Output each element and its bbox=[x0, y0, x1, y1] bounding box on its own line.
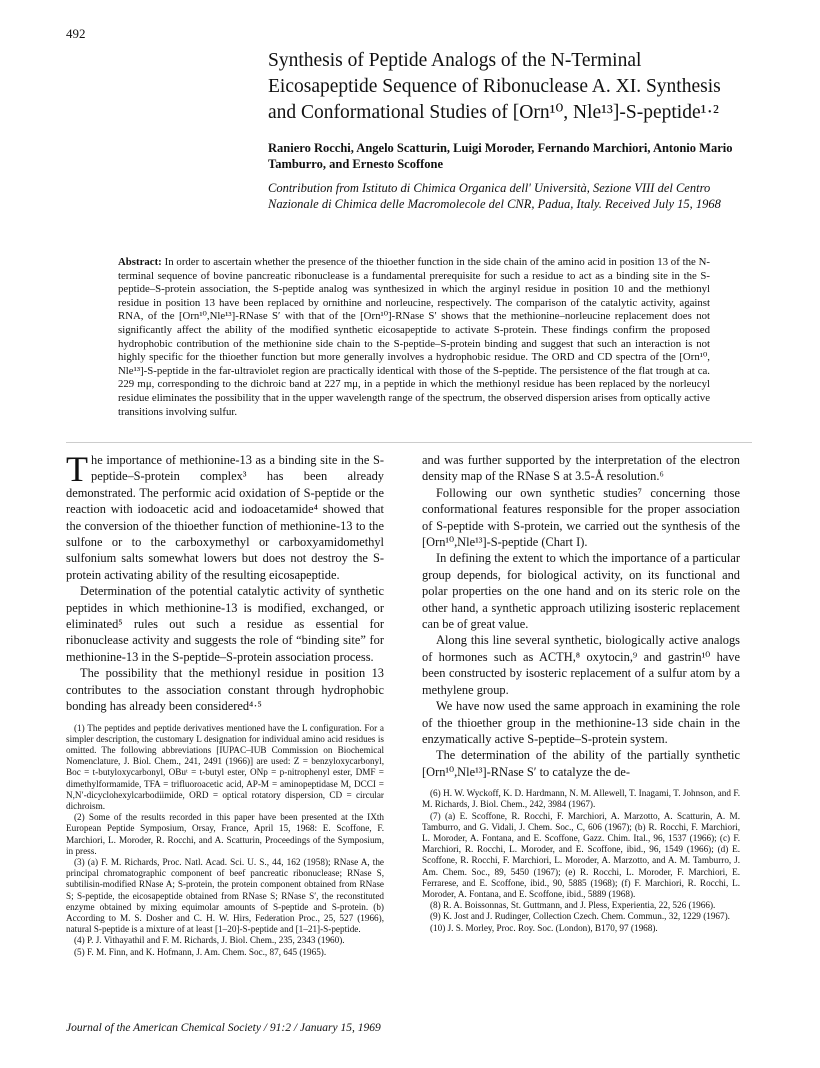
body-paragraph: Along this line several synthetic, biologically active analogs of hormones such as ACTH,⁸ oxytocin,⁹ and gastrin¹⁰ have been constructed by isosteric replacement of a sulfur atom by a methylene group. bbox=[422, 633, 740, 697]
affiliation: Contribution from Istituto di Chimica Organica dell' Università, Sezione VIII del Centro Nazionale di Chimica delle Macromolecole del CNR, Padua, Italy. Received July 15, 1968 bbox=[268, 181, 721, 211]
author-list: Raniero Rocchi, Angelo Scatturin, Luigi Moroder, Fernando Marchiori, Antonio Mario Tamburro, and Ernesto Scoffone bbox=[268, 141, 733, 171]
footnote: (5) F. M. Finn, and K. Hofmann, J. Am. Chem. Soc., 87, 645 (1965). bbox=[74, 946, 327, 957]
body-paragraph: The determination of the ability of the partially synthetic [Orn¹⁰,Nle¹³]-RNase S′ to catalyze the de- bbox=[422, 748, 740, 779]
left-column bbox=[66, 449, 384, 958]
journal-footer: Journal of the American Chemical Society / 91:2 / January 15, 1969 bbox=[66, 1022, 381, 1034]
footnote: (6) H. W. Wyckoff, K. D. Hardmann, N. M. Allewell, T. Inagami, T. Johnson, and F. M. Richards, J. Biol. Chem., 242, 3984 (1967). bbox=[422, 788, 740, 810]
footnote: (2) Some of the results recorded in this paper have been presented at the IXth European Peptide Symposium, Orsay, France, April 15, 1968: E. Scoffone, F. Marchiori, L. Moroder, R. Rocchi, and A. Scatturin, Proceedings of the Symposium, in press. bbox=[66, 812, 384, 856]
body-paragraph: In defining the extent to which the importance of a particular group depends, for biological activity, on its functional and polar properties on the one hand and on its steric role on the other hand, a synthetic approach utilizing isosteric replacement can be of great value. bbox=[422, 551, 740, 632]
section-divider bbox=[66, 442, 752, 443]
footnote: (10) J. S. Morley, Proc. Roy. Soc. (London), B170, 97 (1968). bbox=[430, 922, 658, 933]
footnotes-left bbox=[66, 723, 384, 958]
right-column bbox=[422, 452, 740, 934]
footnotes-right bbox=[422, 788, 740, 934]
footnote: (1) The peptides and peptide derivatives mentioned have the L configuration. For a simpler description, the customary L designation for individual amino acid residues is omitted. The following abbreviations [IUPAC–IUB Commission on Biochemical Nomenclature, J. Biol. Chem., 241, 2491 (1966)] are used: Z = benzyloxycarbonyl, Boc = t-butyloxycarbonyl, OBuᵗ = t-butyl ester, ONp = p-nitrophenyl ester, DMF = dimethylformamide, TFA = trifluoroacetic acid, AP-M = aminopeptidase M, DCCI = N,N′-dicyclohexylcarbodiimide, ORD = optical rotatory dispersion, CD = circular dichroism. bbox=[66, 722, 384, 811]
drop-cap: T bbox=[66, 449, 88, 489]
footnote: (4) P. J. Vithayathil and F. M. Richards, J. Biol. Chem., 235, 2343 (1960). bbox=[74, 935, 345, 946]
footnote: (9) K. Jost and J. Rudinger, Collection Czech. Chem. Commun., 32, 1229 (1967). bbox=[430, 911, 730, 922]
body-paragraph: We have now used the same approach in examining the role of the thioether group in the methionine-13 side chain in the enzymatically active S-peptide–S-protein system. bbox=[422, 699, 740, 746]
abstract-text: In order to ascertain whether the presence of the thioether function in the side chain of the amino acid in position 13 of the N-terminal sequence of bovine pancreatic ribonuclease is a fundamental prerequisite for such a residue to act as a binding site in the S-peptide–S-protein association, the S-peptide analog was synthesized in which the arginyl residue in position 10 and the methionyl residue in position 13 have been replaced by ornithine and norleucine, respectively. The comparison of the catalytic activity, against RNA, of the [Orn¹⁰,Nle¹³]-RNase S′ with that of the [Orn¹⁰]-RNase S′ shows that the methionine–norleucine replacement does not significantly affect the ability of the modified synthetic eicosapeptide to activate S-protein. These findings confirm the proposed hydrophobic contribution of the methionine side chain to the S-peptide–S-protein binding and suggest that such an interaction is not highly specific for the thioether function but more generally involves a hydrophobic residue. The ORD and CD spectra of the [Orn¹⁰, Nle¹³]-S-peptide in the far-ultraviolet region are practically identical with those of the S-peptide. The persistence of the flat trough at ca. 229 mμ, corresponding to the dichroic band at 227 mμ, in a peptide in which the methionyl residue has been replaced by the norleucyl residue eliminates the possibility that in the upper wavelength range of the spectrum, the observed dispersion arises from optically active transitions involving sulfur. bbox=[118, 256, 711, 418]
body-paragraph: Following our own synthetic studies⁷ concerning those conformational features responsible for the proper association of S-peptide with S-protein, we carried out the synthesis of the [Orn¹⁰,Nle¹³]-S-peptide (Chart I). bbox=[422, 485, 740, 550]
body-paragraph: The possibility that the methionyl residue in position 13 contributes to the association constant through hydrophobic bonding has already been considered⁴·⁵ bbox=[66, 666, 384, 714]
paragraph-text: he importance of methionine-13 as a binding site in the S-peptide–S-protein complex³ has been already demonstrated. The performic acid oxidation of S-peptide or the reaction with iodoacetic acid and iodoacetamide⁴ showed that the conversion of the thioether function of methionine-13 to the sulfone or to the carboxymethyl or carboxyamidomethyl sulfonium salts somewhat lowers but does not destroy the S-protein activating ability of the resulting eicosapeptide. bbox=[66, 453, 384, 582]
body-paragraph bbox=[66, 449, 384, 583]
footnote: (7) (a) E. Scoffone, R. Rocchi, F. Marchiori, A. Marzotto, A. Scatturin, A. M. Tamburro, and G. Vidali, J. Chem. Soc., C, 606 (1967); (b) R. Rocchi, F. Marchiori, L. Moroder, A. Fontana, and E. Scoffone, Gazz. Chim. Ital., 96, 1537 (1966); (c) F. Marchiori, R. Rocchi, L. Moroder, and E. Scoffone, ibid., 96, 1549 (1966); (d) E. Scoffone, R. Rocchi, F. Marchiori, L. Moroder, A. Marzotto, and A. M. Tamburro, J. Am. Chem. Soc., 89, 5450 (1967); (e) R. Rocchi, L. Moroder, F. Marchiori, E. Ferrarese, and E. Scoffone, ibid., 90, 5885 (1968); (f) F. Marchiori, R. Rocchi, L. Moroder, A. Fontana, and E. Scoffone, ibid., 5889 (1968). bbox=[422, 810, 740, 899]
body-paragraph: and was further supported by the interpretation of the electron density map of the RNase S at 3.5-Å resolution.⁶ bbox=[422, 453, 740, 484]
title-block bbox=[268, 48, 738, 212]
footnote: (3) (a) F. M. Richards, Proc. Natl. Acad. Sci. U. S., 44, 162 (1958); RNase A, the principal chromatographic component of beef pancreatic ribonuclease; RNase S, subtilisin-modified RNase A; S-protein, the protein component obtained from RNase S; S-peptide, the eicosapeptide obtained from RNase S; RNase S′, the reconstituted enzyme obtained by mixing equimolar amounts of S-peptide and S-protein. (b) According to M. S. Dosher and C. H. W. Hirs, Federation Proc., 25, 527 (1966), natural S-peptide is a mixture of at least [1–20]-S-peptide and [1–21]-S-peptide. bbox=[66, 856, 384, 935]
footnote: (8) R. A. Boissonnas, St. Guttmann, and J. Pless, Experientia, 22, 526 (1966). bbox=[430, 900, 716, 911]
abstract bbox=[118, 256, 710, 419]
body-paragraph: Determination of the potential catalytic activity of synthetic peptides in which methionine-13 is modified, exchanged, or eliminated⁵ rules out such a residue as essential for ribonuclease activity and suggests the role of “binding site” for methionine-13 in the S-peptide–S-protein association process. bbox=[66, 584, 384, 664]
page-number: 492 bbox=[66, 26, 86, 41]
article-title: Synthesis of Peptide Analogs of the N-Terminal Eicosapeptide Sequence of Ribonuclease A. XI. Synthesis and Conformational Studies of [Orn¹⁰, Nle¹³]-S-peptide¹·² bbox=[268, 50, 721, 123]
abstract-label: Abstract: bbox=[118, 256, 162, 268]
